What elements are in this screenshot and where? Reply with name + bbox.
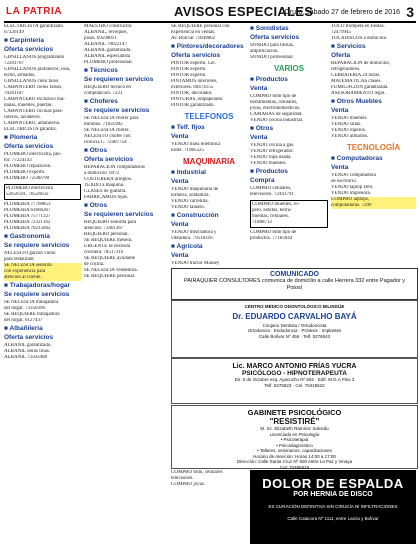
ad-line: computadoras. 7290 <box>331 203 372 208</box>
boxed-ad <box>4 184 81 200</box>
ad-line: televisores. <box>171 476 194 481</box>
category-heading: ■ Pintores/decoradores <box>171 43 244 50</box>
category-heading: ■ Servicios <box>331 43 366 50</box>
ad-line: PINTOR experto. <box>171 73 207 78</box>
ad-line: PLOMERO electricista <box>6 186 53 191</box>
column-2 <box>84 24 168 544</box>
ad-lines <box>250 94 328 124</box>
ad-line: 52656591, 78526632 <box>6 192 49 197</box>
psychologist-ad <box>171 358 418 404</box>
column-1 <box>4 24 81 544</box>
ad-line: exteriores. 60474155 <box>171 85 214 90</box>
section-banner-maquinaria: MAQUINARIA <box>183 157 235 166</box>
category-heading: ■ Plomería <box>4 134 38 141</box>
ad-line: VENDO computadora <box>331 173 376 178</box>
ad-line: 72479945 <box>331 30 351 35</box>
subcategory-heading: Oferta <box>331 52 351 59</box>
ad-line: PINTOR experto. Cel. <box>171 61 216 66</box>
category-label: Productos <box>255 76 288 83</box>
category-label: Carpintería <box>9 37 45 44</box>
ad-line: ALBAÑIL 72503408 <box>4 355 48 360</box>
psico-line: Dir. 6 de Octubre esq. Ayacucho Nº 602 · Edif. M.G.A Piso 3 <box>234 377 355 382</box>
category-label: Técnicos <box>89 67 118 74</box>
category-label: Industrial <box>176 169 206 176</box>
ad-line: COMPRO todo tipo de <box>250 94 297 99</box>
ad-line: REQUIERO personal. <box>84 232 129 237</box>
gab-phone: Cel: 72486519 <box>279 464 310 470</box>
ad-line: ALBAÑIL garantizado. <box>4 343 52 348</box>
ad-line: COMPRO celulares, <box>250 186 292 191</box>
ad-line: PINTURAS, empapelado. <box>171 97 224 102</box>
ad-line: ALBAÑIL obras finas. <box>4 349 51 354</box>
ad-line: PLOMERÍA 70215662 <box>4 226 51 231</box>
ad-line: VENDO refrigerador. <box>250 149 294 154</box>
column-3 <box>171 24 247 266</box>
category-heading: ■ Albañilería <box>4 325 43 332</box>
ad-lines <box>4 251 81 263</box>
subcategory-heading: Oferta servicios <box>171 52 221 59</box>
category-label: Choferes <box>89 98 118 105</box>
ad-lines <box>4 300 81 324</box>
ad-line: Av. Bolívar 71849862 <box>171 36 216 41</box>
psico-line: Telf. 5276823 · Cel. 70415622 <box>264 382 325 388</box>
ad-line: SE NECESITA señorita <box>4 263 52 268</box>
ad-line: PINTOR, decorador. <box>171 91 213 96</box>
ad-line: VENDO taladro. <box>171 205 205 210</box>
subcategory-heading: Se requiere servicios <box>84 107 150 114</box>
dental-tag: CENTRO MÉDICO ODONTOLÓGICO BILINGÜE <box>244 304 345 309</box>
ad-line: PLOMERO 72508790 <box>4 176 50 181</box>
ad-line: tor. 77224143 <box>4 158 32 163</box>
ad-line: atención. 73461367 <box>84 226 124 231</box>
category-label: Telf. fijos <box>176 124 205 131</box>
gab-item: • Psicoterapia <box>280 437 309 442</box>
ad-line: Entel. 71985225 <box>171 148 205 153</box>
ad-line: roteros, lavaderos. <box>4 115 41 120</box>
dolor-body: ES CURACIÓN DEFINITIVA SIN CIRUGÍA NI INFILTRACIONES <box>268 504 398 509</box>
category-label: Albañilería <box>9 325 43 332</box>
ad-line: VENDO roperos. <box>331 128 366 133</box>
ad-line: ñanas, muebles, puertas. <box>4 103 53 108</box>
comunicado-body: PAIRAQUIER CONSULTORES comunica de domicilio a calle Herrera 332 entre Pagador y Potosí <box>183 278 405 291</box>
subcategory-heading: Compra <box>250 177 275 184</box>
dental-line: Cirujano Dentista / Ortodoncista <box>262 322 327 328</box>
ad-line: PINTOR experto. <box>171 67 207 72</box>
ad-line: MAESTRO constructor. <box>84 24 133 29</box>
ad-line: para restaurant. <box>4 257 35 262</box>
ad-line: COMPRO todo tipo de <box>250 230 297 235</box>
ad-lines <box>84 220 168 280</box>
subcategory-heading: Se requieren servicios <box>84 211 154 218</box>
category-label: Gastronomía <box>9 233 50 240</box>
ad-lines <box>171 61 247 109</box>
ad-line: ALBAÑIL garantizado. <box>84 48 132 53</box>
ad-line: TOCO trompeta en fiestas. <box>331 24 385 29</box>
ad-lines <box>4 152 81 182</box>
ad-line: cocinera. 78517316 <box>84 250 124 255</box>
ad-line: SE REQUIERE personal. <box>84 274 136 279</box>
ad-lines <box>250 186 328 198</box>
ad-line: computación. 7231 <box>84 91 123 96</box>
ad-lines <box>250 230 328 242</box>
category-label: Plomería <box>9 134 38 141</box>
category-heading: ■ Otros <box>84 202 108 209</box>
subcategory-heading: Venta <box>171 252 189 259</box>
gab-name: GABINETE PSICOLÓGICO <box>247 408 342 417</box>
ad-line: VENDO tractor Massey <box>171 261 220 266</box>
section-title: AVISOS ESPECIALES <box>174 4 314 19</box>
ad-lines <box>171 142 247 154</box>
gab-addr: Dirección: Calle Santa Cruz Nº 500 entre La Paz y Vinaya <box>236 459 353 464</box>
dental-line: Ortodoncia · Endodoncia · Prótesis · Implantes <box>247 328 342 333</box>
category-heading: ■ Productos <box>250 168 288 175</box>
ad-line: 72201707 <box>4 61 24 66</box>
ad-lines <box>250 43 328 61</box>
ad-line: ASESORAMIENTO legal. <box>331 91 386 96</box>
subcategory-heading: Venta <box>331 164 349 171</box>
category-heading: ■ Industrial <box>171 169 206 176</box>
ad-line: TOCADISCOS a domicilio. <box>331 36 388 41</box>
category-heading: ■ Otros <box>84 147 108 154</box>
ad-line: FABRICAMOS rejas. <box>84 195 129 200</box>
column-4 <box>250 24 328 274</box>
ad-line: ELECTRICISTA garantizado. <box>4 24 65 29</box>
dental-doctor: Dr. EDUARDO CARVALHO BAYÁ <box>232 311 357 321</box>
category-label: Sonidistas <box>255 25 289 32</box>
ad-lines <box>171 470 247 488</box>
ad-line: PLOMERO experto. <box>4 170 46 175</box>
ad-line: SE NECESITA trabajadora <box>4 300 59 305</box>
gab-item: • Psicodiagnóstico <box>276 442 313 448</box>
ad-line: SE REQUIERE trabajadora <box>4 312 60 317</box>
dolor-sub: POR HERNIA DE DISCO <box>293 491 373 498</box>
category-heading: ■ Choferes <box>84 98 118 105</box>
ad-lines <box>331 116 416 140</box>
ad-line: COMPRO laptops, <box>331 197 370 202</box>
ad-line: VENDO maquinaria de <box>171 187 219 192</box>
gab-sub: "RESISTIRÉ" <box>269 417 320 426</box>
psico-name: Lic. MARCO ANTONIO FRÍAS YUCRA <box>232 363 357 370</box>
ad-line: TEJIDO a máquina. <box>84 183 125 188</box>
category-heading: ■ Carpintería <box>4 37 45 44</box>
ad-line: vibradora. 79510316 <box>171 236 213 241</box>
boxed-ad <box>250 200 328 228</box>
ad-line: VENDO laptop Dell. <box>331 185 374 190</box>
ad-line: televisores. 72441791 <box>250 192 294 197</box>
ad-line: VENDO sillas. <box>331 122 362 127</box>
category-heading: ■ Agrícola <box>171 243 203 250</box>
ad-line: mientas, celulares. <box>252 214 290 219</box>
ad-line: CLASES de guitarra. <box>84 189 127 194</box>
ad-line: CARPINTERO, albañilería. <box>4 121 61 126</box>
ad-lines <box>171 261 247 266</box>
subcategory-heading: Se requiere servicios <box>4 291 70 298</box>
ad-line: techo, armados. <box>4 73 36 78</box>
highlighted-ad <box>331 197 416 209</box>
ad-lines <box>84 165 168 201</box>
ad-line: ALBAÑIL 70022147 <box>84 42 128 47</box>
ad-line: VENDO carretilla. <box>171 199 209 204</box>
ad-line: REQUIERO señorita para <box>84 220 137 225</box>
brand-logo: LA PATRIA <box>6 6 62 17</box>
category-label: Servicios <box>336 43 366 50</box>
ad-line: SONIDO profesional. <box>250 55 294 60</box>
dolor-addr: Calle Catacora Nº 1111, entre Lanza y Bolívar <box>287 515 379 521</box>
ad-line: SE REQUIERE personal con <box>171 24 230 29</box>
ad-lines <box>84 116 168 146</box>
ad-line: CARPINTERO cocinas para- <box>4 109 64 114</box>
ad-line: atención al cliente. <box>4 275 42 280</box>
page-date: Oruro, sábado 27 de febrero de 2016 <box>284 9 400 16</box>
ad-line: joyas, electrodomésticos. <box>250 106 301 111</box>
subcategory-heading: Venta <box>250 134 268 141</box>
ad-line: URGENTE se necesita <box>84 244 131 249</box>
category-heading: ■ Técnicos <box>84 67 118 74</box>
comunicado-ad <box>171 268 418 300</box>
ad-line: 71888712 <box>252 220 272 225</box>
subcategory-heading: Venta <box>171 178 189 185</box>
dental-line: Calle Bolívar Nº 456 · Telf. 5276543 <box>258 333 331 339</box>
dolor-title: DOLOR DE ESPALDA <box>262 476 404 491</box>
ad-line: FUMIGACIÓN garantizada. <box>331 85 389 90</box>
ad-line: ALBAÑIL, revoques, <box>84 30 128 35</box>
page-number: 3 <box>406 4 414 20</box>
category-heading: ■ Productos <box>250 76 288 83</box>
ad-line: SONIDO para fiestas, <box>250 43 295 48</box>
category-heading: ■ Otros Muebles <box>331 98 382 105</box>
ad-line: del hogar. 73350396 <box>4 306 45 311</box>
ad-line: de cocina. <box>84 262 105 267</box>
column-3-bottom <box>171 470 247 544</box>
category-heading: ■ Sonidistas <box>250 25 289 32</box>
ad-line: VENDO muebles. <box>331 116 368 121</box>
subcategory-heading: Oferta servicios <box>4 334 54 341</box>
ad-lines <box>84 24 168 66</box>
ad-line: REPARACIÓN de domicilio, <box>331 61 391 66</box>
ad-line: MATEMÁTICAS clases. <box>331 79 382 84</box>
category-label: Pintores/decoradores <box>176 43 244 50</box>
ad-line: SE REQUIERE ayudante <box>84 256 136 261</box>
ad-line: GIPSILLANOS plafoneros, losa, <box>4 67 71 72</box>
gab-item: • Talleres, seminarios, capacitaciones <box>257 448 332 453</box>
ad-line: PLOMERO profesional. <box>84 60 133 65</box>
category-label: Otros Muebles <box>336 98 382 105</box>
ad-line: VENDO muebles. <box>250 161 287 166</box>
ad-line: SE NECESITA vendedora. <box>84 268 138 273</box>
subcategory-heading: Venta <box>171 133 189 140</box>
ad-line: COMPRO todo, celulares <box>171 470 223 475</box>
subcategory-heading: Venta <box>250 85 268 92</box>
ad-line: ELECTRICISTA garantiz. <box>4 127 57 132</box>
ad-line: a domicilio. 6972 <box>84 171 120 176</box>
ad-line: licencia C. 72487754 <box>84 140 127 145</box>
ad-lines <box>84 85 168 97</box>
ad-line: NECESITO garzón varón <box>4 251 56 256</box>
ad-line: PLOMERO electricista, pin- <box>4 152 62 157</box>
ad-line: REPARACIÓN computadoras <box>84 165 145 170</box>
ad-line: ALBAÑIL especialista <box>84 54 131 59</box>
category-heading: ■ Construcción <box>171 212 219 219</box>
section-banner-varios: VARIOS <box>273 64 305 73</box>
ad-line: 67226149 <box>4 30 24 35</box>
ad-line: PLOMERÍA 77760853 <box>4 202 51 207</box>
ad-lines <box>331 173 416 197</box>
ad-line: VENDO ropa usada. <box>250 155 292 160</box>
category-heading: ■ Telf. fijos <box>171 124 205 131</box>
ad-line: VENDO armarios. <box>331 134 369 139</box>
ad-line: pisos. 69590011 <box>84 36 117 41</box>
ad-line: minibús. 71831902 <box>84 122 123 127</box>
category-label: Otros <box>89 202 108 209</box>
ad-line: REQUIERO técnico en <box>84 85 131 90</box>
page-header <box>4 3 416 23</box>
section-banner-tecnologia: TECNOLOGÍA <box>346 143 401 152</box>
ad-line: VENDO cocina a gas. <box>250 143 295 148</box>
ad-line: herramientas, celulares, <box>250 100 298 105</box>
ad-line: VENDO mezcladora y <box>171 230 217 235</box>
ad-lines <box>4 343 81 361</box>
ad-line: SE REQUIERE mesera. <box>84 238 133 243</box>
ad-line: VENDO impresora. <box>331 191 371 196</box>
ad-line: CARPINTERO cielos falsos, <box>4 85 63 90</box>
subcategory-heading: Oferta servicios <box>84 156 134 163</box>
ad-line: PLOMERÍA 61666367 <box>4 208 51 213</box>
ad-lines <box>4 55 81 133</box>
gab-lic: Licenciada en Psicología <box>269 431 320 437</box>
ad-line: CERRAJERÍA 24 horas. <box>331 73 381 78</box>
ad-line: VENDO línea telefónica <box>171 142 221 147</box>
ad-line: con experiencia para <box>4 269 46 274</box>
ad-line: PINTAMOS interiores, <box>171 79 218 84</box>
subcategory-heading: Se requieren servicios <box>84 76 154 83</box>
ad-lines <box>250 143 328 167</box>
ad-lines <box>171 187 247 211</box>
subcategory-heading: Venta <box>331 107 349 114</box>
subcategory-heading: Venta <box>171 221 189 228</box>
highlighted-ad <box>4 263 81 281</box>
ad-line: productos. 77183944 <box>250 236 293 241</box>
ad-line: tornería, soldadura. <box>171 193 210 198</box>
gab-hours: Horario de Atención: Horas 14:00 a 17:00 <box>253 453 336 459</box>
category-label: Otros <box>255 125 274 132</box>
ad-line: GIPSILLANOS programando <box>4 55 65 60</box>
ad-line: pero, estufas, herra- <box>252 208 292 213</box>
ad-line: PINTOR garantizado. <box>171 103 215 108</box>
ad-lines <box>4 24 81 36</box>
category-heading: ■ Gastronomía <box>4 233 50 240</box>
psico-role: PSICÓLOGO - HIPNOTERAPEUTA <box>242 370 347 377</box>
subcategory-heading: Oferta servicios <box>4 143 54 150</box>
subcategory-heading: Se requiere servicios <box>4 242 70 249</box>
gabinete-ad <box>171 405 418 469</box>
subcategory-heading: Oferta servicios <box>4 46 54 53</box>
ad-line: PLOMERÍA 72321162 <box>4 220 51 225</box>
ad-lines <box>171 24 247 42</box>
category-label: Productos <box>255 168 288 175</box>
category-label: Computadoras <box>336 155 383 162</box>
ad-line: amplificación. <box>250 49 279 54</box>
ad-lines <box>4 202 81 232</box>
ad-line: CAMARAS de seguridad. <box>250 112 303 117</box>
gab-who: M. Sc. Elizabeth Ramírez Salcedo <box>260 426 329 431</box>
ad-line: de escritorio. <box>331 179 358 184</box>
comunicado-title: COMUNICADO <box>270 271 319 278</box>
ad-line: experiencia en ventas. <box>171 30 216 35</box>
category-heading: ■ Otros <box>250 125 274 132</box>
ad-lines <box>171 230 247 242</box>
ad-line: COMPRO muebles, ro- <box>252 202 300 207</box>
ad-lines <box>331 61 416 97</box>
subcategory-heading: Oferta servicios <box>250 34 300 41</box>
ad-line: SE NECESITA chofer. <box>84 128 130 133</box>
ad-line: COMPRO joyas. <box>171 482 206 487</box>
category-label: Agrícola <box>176 243 203 250</box>
column-5 <box>331 24 416 266</box>
ad-line: PLOMERO reparación. <box>4 164 52 169</box>
category-heading: ■ Trabajadoras/hogar <box>4 282 71 289</box>
ad-line: del hogar. 6127437 <box>4 318 43 323</box>
section-banner-telefonos: TELEFONOS <box>184 112 234 121</box>
ad-line: COSTURERA arreglos. <box>84 177 133 182</box>
ad-line: VENDO cocina industrial. <box>250 118 304 123</box>
ad-line: NECESITO chofer con <box>84 134 131 139</box>
category-label: Construcción <box>176 212 219 219</box>
ad-line: CARPINTERO exclusivo ma- <box>4 97 65 102</box>
ad-line: GIPSILLANOS cielo falso. <box>4 79 60 84</box>
dental-ad <box>171 300 418 358</box>
category-label: Trabajadoras/hogar <box>9 282 71 289</box>
ad-line: PLOMERÍA 75771327 <box>4 214 51 219</box>
ad-line: refrigeradores. <box>331 67 361 72</box>
ad-lines <box>331 24 416 42</box>
ad-line: 70261187 <box>4 91 24 96</box>
ad-line: SE NECESITA chofer para <box>84 116 139 121</box>
back-pain-ad <box>250 470 416 544</box>
category-heading: ■ Computadoras <box>331 155 383 162</box>
category-label: Otros <box>89 147 108 154</box>
